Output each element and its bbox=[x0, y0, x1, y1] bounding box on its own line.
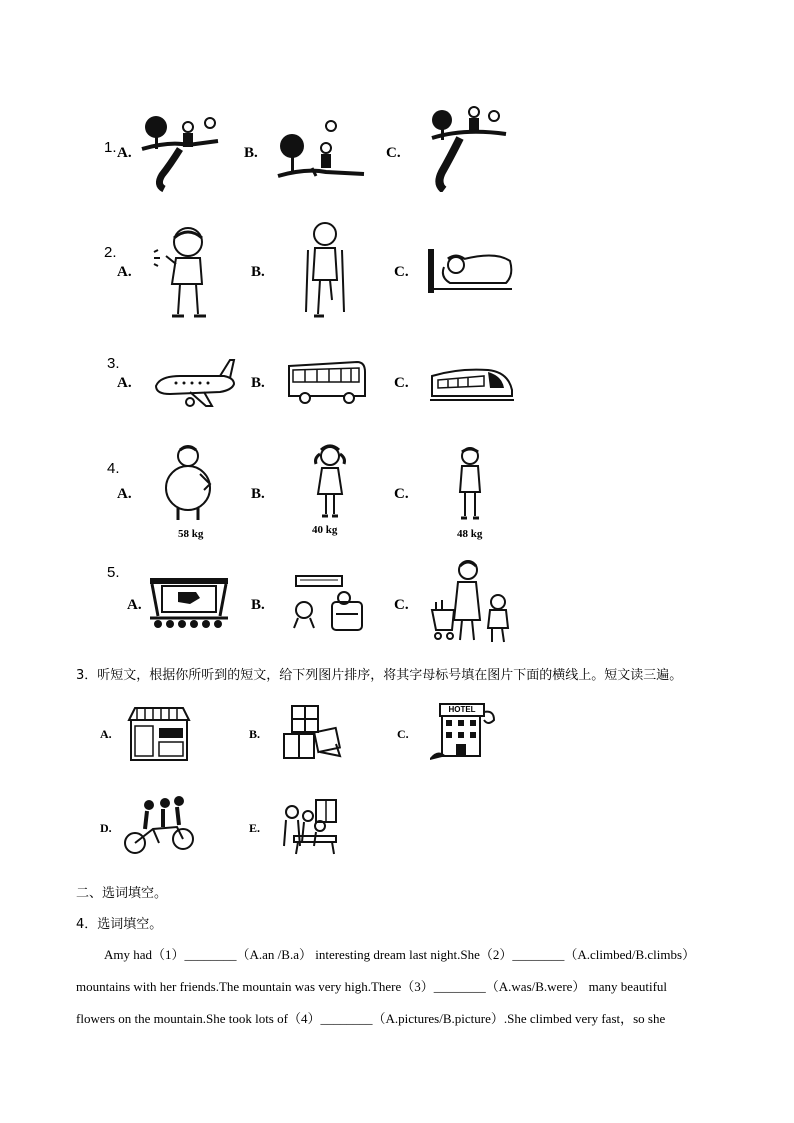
hotel-sign: HOTEL bbox=[448, 705, 476, 714]
q3-instruction: 3．听短文，根据你所听到的短文，给下列图片排序，将其字母标号填在图片下面的横线上。短文读三遍。 bbox=[76, 668, 683, 683]
option-letter: B. bbox=[251, 375, 265, 391]
option-letter: A. bbox=[117, 145, 132, 161]
sun-tree-boy-on-field-icon bbox=[276, 118, 366, 188]
option-letter: D. bbox=[100, 821, 112, 835]
hotel-icon bbox=[428, 702, 498, 762]
tandem-bicycle-icon bbox=[123, 795, 195, 857]
option-letter: A. bbox=[117, 486, 132, 502]
cinema-icon bbox=[148, 576, 230, 630]
option-letter: E. bbox=[249, 821, 261, 835]
option-letter: C. bbox=[394, 597, 409, 613]
boy-on-crutches-icon bbox=[300, 220, 350, 320]
option-letter: A. bbox=[117, 264, 132, 280]
airplane-icon bbox=[150, 358, 236, 410]
option-letter: C. bbox=[397, 727, 409, 741]
option-letter: A. bbox=[127, 597, 142, 613]
option-letter: B. bbox=[244, 145, 258, 161]
passage-line: mountains with her friends.The mountain was very high.There（3）________（A.was/B.were） many beautiful bbox=[76, 979, 668, 994]
sun-tree-boy-on-mountain-icon bbox=[428, 102, 508, 192]
shopping-icon bbox=[286, 572, 370, 636]
sneezing-boy-icon bbox=[150, 224, 220, 320]
question-number: 4. bbox=[107, 460, 120, 477]
question-number: 1. bbox=[104, 139, 117, 156]
shop-building-icon bbox=[127, 706, 191, 762]
question-number: 5. bbox=[107, 564, 120, 581]
mother-and-child-shopping-icon bbox=[428, 558, 514, 644]
question-number: 3. bbox=[107, 355, 120, 372]
option-letter: C. bbox=[386, 145, 401, 161]
weight-label: 40 kg bbox=[312, 524, 338, 536]
heavy-man-icon bbox=[160, 444, 218, 522]
weight-label: 48 kg bbox=[457, 528, 483, 540]
option-letter: A. bbox=[100, 727, 112, 741]
option-letter: C. bbox=[394, 375, 409, 391]
family-eating-icon bbox=[280, 798, 340, 856]
weight-label: 58 kg bbox=[178, 528, 204, 540]
girl-icon bbox=[312, 444, 348, 520]
option-letter: B. bbox=[249, 727, 261, 741]
passage-line: Amy had（1）________（A.an /B.a） interesting dream last night.She（2）________（A.climbed/B.climbs） bbox=[104, 947, 696, 962]
question-number: 2. bbox=[104, 244, 117, 261]
option-letter: B. bbox=[251, 264, 265, 280]
boy-icon bbox=[455, 446, 485, 522]
option-letter: C. bbox=[394, 264, 409, 280]
passage-line: flowers on the mountain.She took lots of（4）________（A.pictures/B.picture）.She climbed very fast，so she bbox=[76, 1011, 666, 1026]
option-letter: C. bbox=[394, 486, 409, 502]
section-heading: 二、选词填空。 bbox=[76, 886, 168, 901]
option-letter: A. bbox=[117, 375, 132, 391]
sun-tree-boy-on-hill-icon bbox=[140, 105, 220, 193]
train-icon bbox=[428, 358, 514, 404]
gift-boxes-icon bbox=[282, 704, 342, 762]
bus-icon bbox=[285, 358, 369, 406]
person-in-bed-icon bbox=[426, 245, 516, 295]
q4-title: 4．选词填空。 bbox=[76, 917, 163, 932]
option-letter: B. bbox=[251, 597, 265, 613]
option-letter: B. bbox=[251, 486, 265, 502]
